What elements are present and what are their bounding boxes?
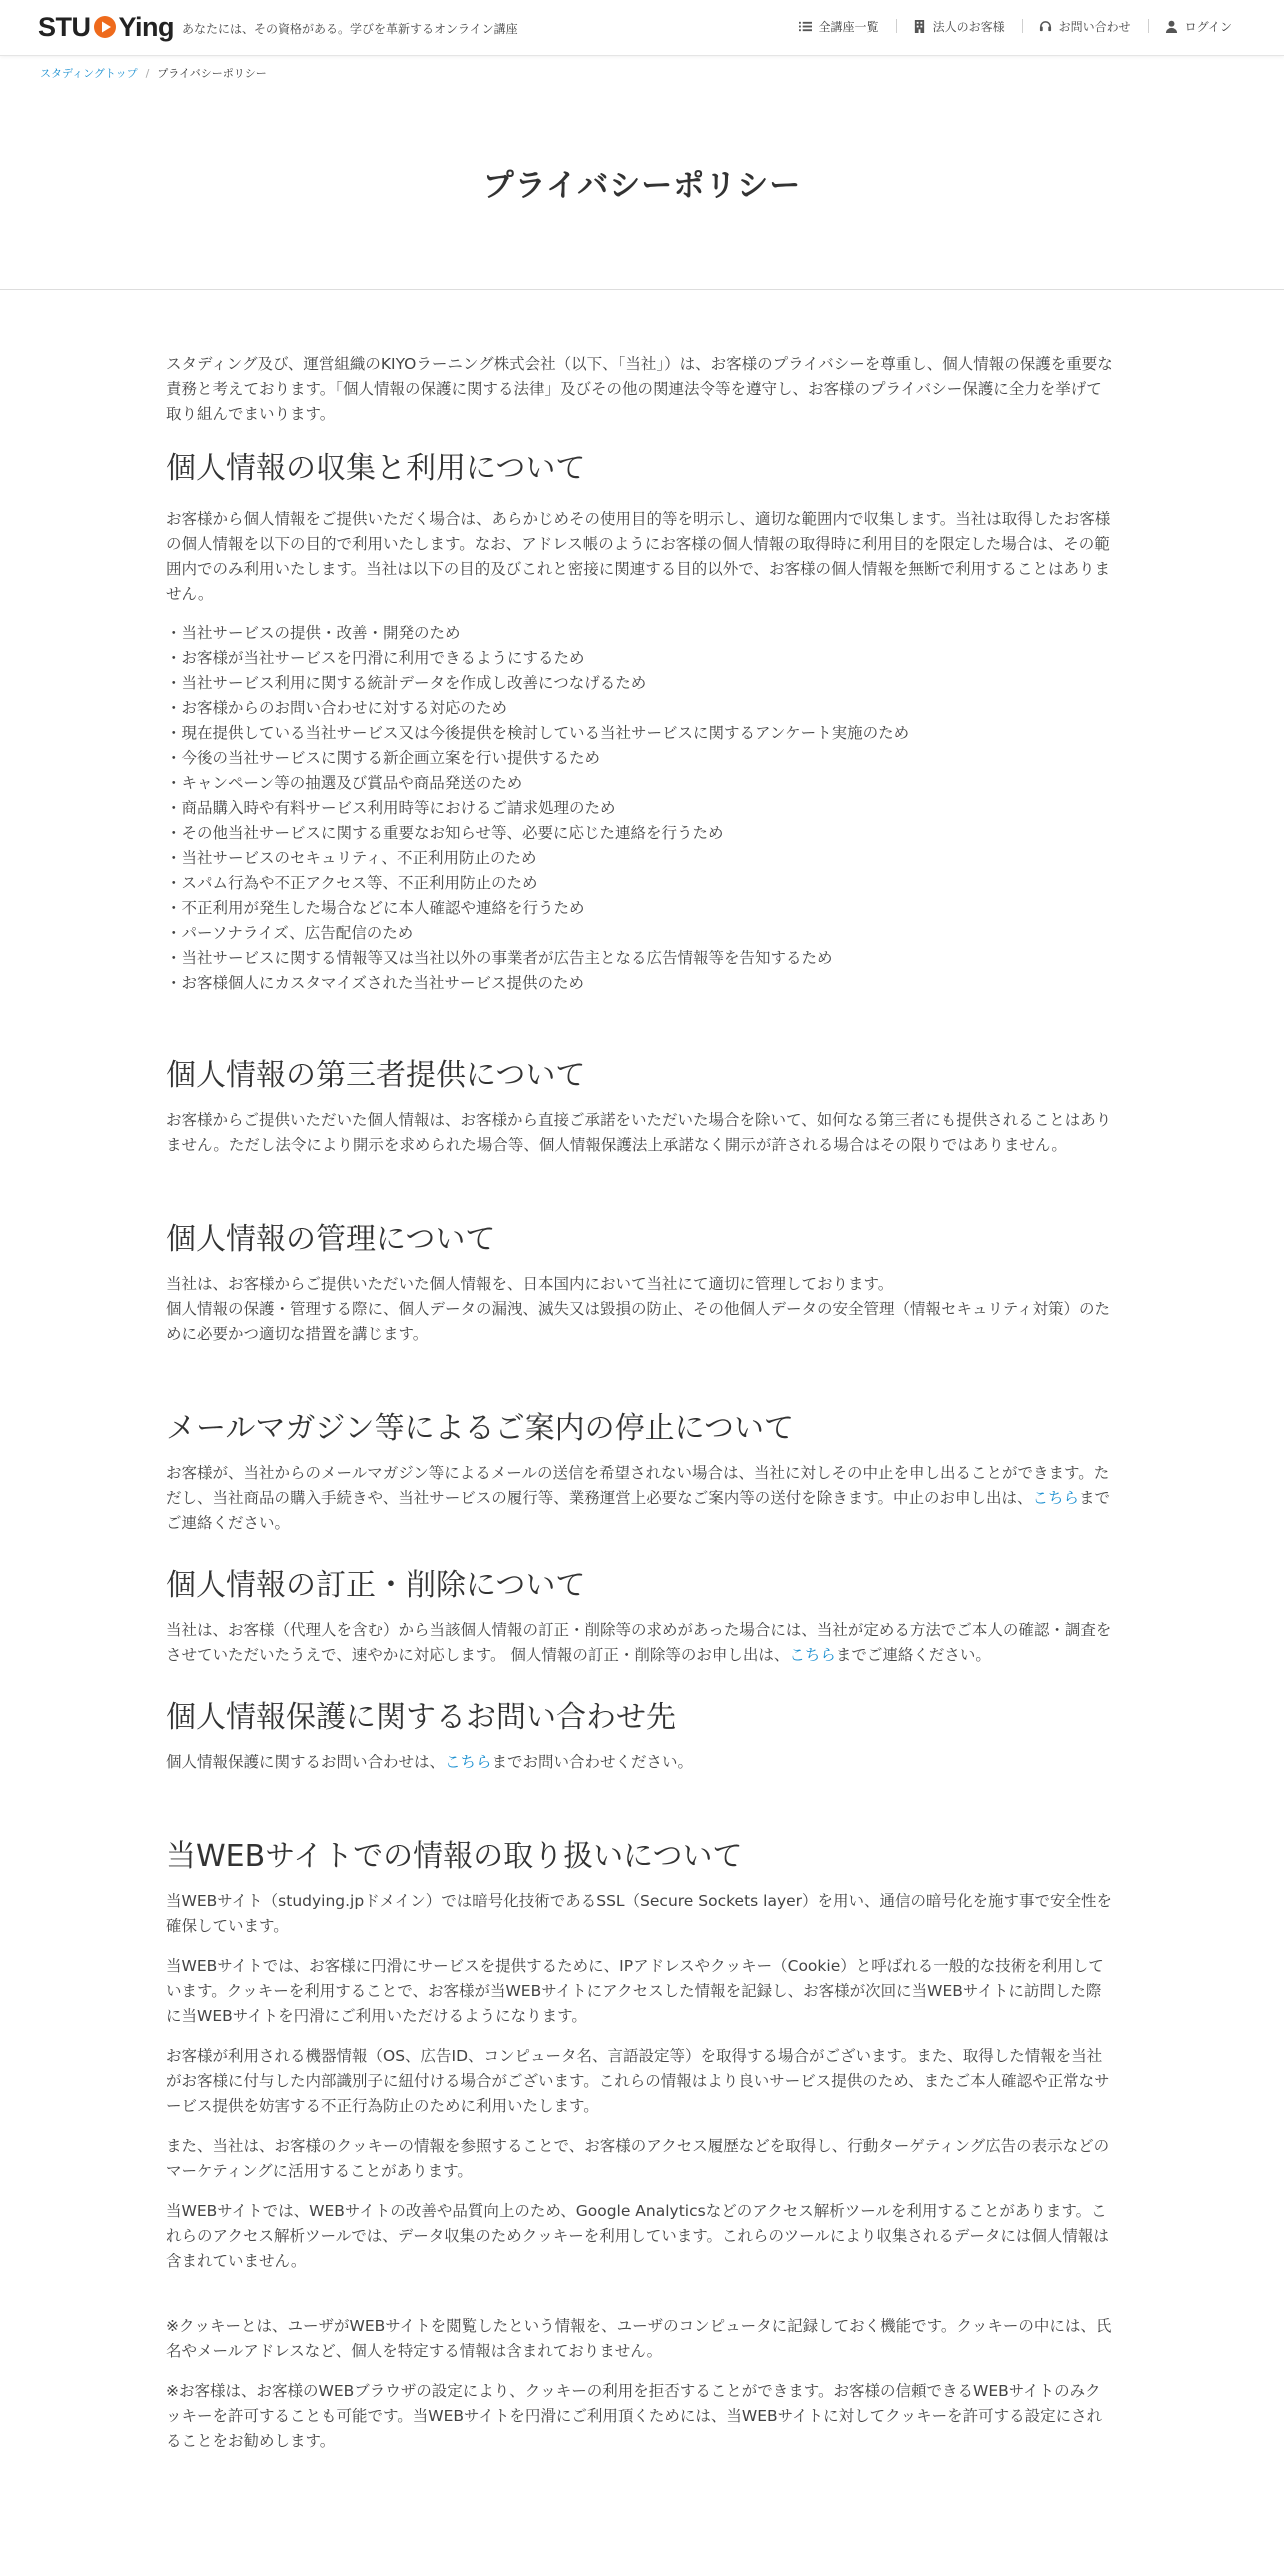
logo-text-end: Ying [118, 11, 174, 42]
nav-contact[interactable] [1022, 18, 1148, 35]
studying-logo[interactable] [38, 11, 174, 43]
cookie-settings-note: ※お客様は、お客様のWEBブラウザの設定により、クッキーの利用を拒否することができます。お客様の信頼できるWEBサイトのみクッキーを許可することも可能です。当WEBサイトを円滑にご利用頂くためには、当WEBサイトに対してクッキーを許可する設定にされることをお勧めします。 [166, 2382, 1103, 2450]
header-nav [782, 18, 1232, 35]
management-body-2: 個人情報の保護・管理する際に、個人データの漏洩、滅失又は毀損の防止、その他個人データの安全管理（情報セキュリティ対策）のために必要かつ適切な措置を講じます。 [166, 1300, 1110, 1343]
list-item: ・ 当社サービス利用に関する統計データを作成し改善につなげるため [166, 671, 1116, 696]
logo-text-start: STU [38, 11, 91, 42]
cookie-definition-note: ※クッキーとは、ユーザがWEBサイトを閲覧したという情報を、ユーザのコンピュータに記録しておく機能です。クッキーの中には、氏名やメールアドレスなど、個人を特定する情報は含まれておりません。 [166, 2317, 1112, 2360]
section-heading-website: 当WEBサイトでの情報の取り扱いについて [166, 1839, 743, 1874]
correction-body [166, 1618, 1116, 1668]
list-item: ・ 現在提供している当社サービス又は今後提供を検討している当社サービスに関するアンケート実施のため [166, 721, 1116, 746]
list-item: ・ スパム行為や不正アクセス等、不正利用防止のため [166, 871, 1116, 896]
nav-corporate-label: 法人のお客様 [932, 20, 1005, 34]
breadcrumb-home[interactable]: スタディングトップ [40, 67, 138, 80]
contact-text-after: までお問い合わせください。 [491, 1753, 694, 1771]
contact-text: 個人情報保護に関するお問い合わせは、 [166, 1753, 446, 1771]
privacy-contact-link[interactable]: こちら [445, 1753, 492, 1771]
section-heading-contact: 個人情報保護に関するお問い合わせ先 [166, 1700, 676, 1735]
section-heading-collection: 個人情報の収集と利用について [166, 451, 586, 486]
intro-text: スタディング及び、運営組織のKIYOラーニング株式会社（以下、「当社」）は、お客様のプライバシーを尊重し、個人情報の保護を重要な責務と考えております。「個人情報の保護に関する法律」及びその他の関連法令等を遵守し、お客様のプライバシー保護に全力を挙げて取り組んでまいります。 [166, 355, 1113, 423]
section-heading-mail-stop: メールマガジン等によるご案内の停止について [166, 1411, 795, 1446]
list-item: ・ 今後の当社サービスに関する新企画立案を行い提供するため [166, 746, 1116, 771]
list-item: ・ お客様からのお問い合わせに対する対応のため [166, 696, 1116, 721]
nav-login-label: ログイン [1184, 20, 1232, 34]
title-divider [0, 289, 1284, 290]
nav-all-courses[interactable] [782, 18, 896, 35]
list-icon [799, 20, 819, 33]
correction-contact-link[interactable]: こちら [789, 1646, 836, 1664]
building-icon [913, 20, 933, 33]
list-item: ・ パーソナライズ、広告配信のため [166, 921, 1116, 946]
mail-stop-text: お客様が、当社からのメールマガジン等によるメールの送信を希望されない場合は、当社に対しその中止を申し出ることができます。ただし、当社商品の購入手続きや、当社サービスの履行等、業務運営上必要なご案内等の送付を除きます。中止のお申し出は、 [166, 1464, 1110, 1507]
website-cookie-text: 当WEBサイトでは、お客様に円滑にサービスを提供するために、IPアドレスやクッキー（Cookie）と呼ばれる一般的な技術を利用しています。クッキーを利用することで、お客様が当WEBサイトにアクセスした情報を記録し、お客様が次回に当WEBサイトに訪問した際に当WEBサイトを円滑にご利用いただけるようになります。 [166, 1957, 1104, 2025]
section-heading-correction: 個人情報の訂正・削除について [166, 1568, 586, 1603]
nav-contact-label: お問い合わせ [1058, 20, 1131, 34]
collection-body: お客様から個人情報をご提供いただく場合は、あらかじめその使用目的等を明示し、適切な範囲内で収集します。当社は取得したお客様の個人情報を以下の目的で利用いたします。なお、アドレス帳のようにお客様の個人情報の取得時に利用目的を限定した場合は、その範囲内でのみ利用いたします。当社は以下の目的及びこれと密接に関連する目的以外で、お客様の個人情報を無断で利用することはありません。 [166, 510, 1111, 603]
list-item: ・ 当社サービスの提供・改善・開発のため [166, 621, 1116, 646]
list-item: ・ キャンペーン等の抽選及び賞品や商品発送のため [166, 771, 1116, 796]
management-body-1: 当社は、お客様からご提供いただいた個人情報を、日本国内において当社にて適切に管理しております。 [166, 1275, 894, 1293]
list-item: ・ 当社サービスのセキュリティ、不正利用防止のため [166, 846, 1116, 871]
breadcrumb [40, 65, 267, 81]
play-icon [93, 15, 117, 39]
headset-icon [1039, 20, 1059, 33]
correction-text: 当社は、お客様（代理人を含む）から当該個人情報の訂正・削除等の求めがあった場合には、当社が定める方法でご本人の確認・調査をさせていただいたうえで、速やかに対応します。 個人情報の訂正・削除等のお申し出は、 [166, 1621, 1112, 1664]
nav-all-courses-label: 全講座一覧 [818, 20, 879, 34]
list-item: ・ 当社サービスに関する情報等又は当社以外の事業者が広告主となる広告情報等を告知するため [166, 946, 1116, 971]
mail-stop-body [166, 1461, 1116, 1536]
correction-text-after: までご連絡ください。 [835, 1646, 991, 1664]
section-heading-third-party: 個人情報の第三者提供について [166, 1058, 586, 1093]
website-ssl-text: 当WEBサイト（studying.jpドメイン）では暗号化技術であるSSL（Secure Sockets layer）を用い、通信の暗号化を施す事で安全性を確保しています。 [166, 1892, 1113, 1935]
mail-stop-text-after: までご連絡ください。 [166, 1489, 1110, 1532]
contact-body [166, 1750, 1116, 1775]
list-item: ・ その他当社サービスに関する重要なお知らせ等、必要に応じた連絡を行うため [166, 821, 1116, 846]
page-title: プライバシーポリシー [482, 168, 802, 204]
header-tagline: あなたには、その資格がある。学びを革新するオンライン講座 [182, 22, 518, 36]
site-header [0, 0, 1284, 56]
policy-content [166, 352, 1116, 2454]
nav-corporate[interactable] [896, 18, 1022, 35]
third-party-body: お客様からご提供いただいた個人情報は、お客様から直接ご承諾をいただいた場合を除いて、如何なる第三者にも提供されることはありません。ただし法令により開示を求められた場合等、個人情報保護法上承諾なく開示が許される場合はその限りではありません。 [166, 1111, 1112, 1154]
breadcrumb-separator: / [145, 66, 150, 80]
list-item: ・ 不正利用が発生した場合などに本人確認や連絡を行うため [166, 896, 1116, 921]
list-item: ・ 商品購入時や有料サービス利用時等におけるご請求処理のため [166, 796, 1116, 821]
nav-login[interactable] [1148, 18, 1232, 35]
user-icon [1165, 20, 1185, 33]
website-analytics-text: 当WEBサイトでは、WEBサイトの改善や品質向上のため、Google Analyticsなどのアクセス解析ツールを利用することがあります。これらのアクセス解析ツールでは、データ収集のためクッキーを利用しています。これらのツールにより収集されるデータには個人情報は含まれていません。 [166, 2202, 1109, 2270]
website-device-info-text: お客様が利用される機器情報（OS、広告ID、コンピュータ名、言語設定等）を取得する場合がございます。また、取得した情報を当社がお客様に付与した内部識別子に紐付ける場合がございます。これらの情報はより良いサービス提供のため、またご本人確認や正常なサービス提供を妨害する不正行為防止のために利用いたします。 [166, 2047, 1110, 2115]
mail-stop-contact-link[interactable]: こちら [1032, 1489, 1079, 1507]
section-heading-management: 個人情報の管理について [166, 1222, 496, 1257]
list-item: ・ お客様が当社サービスを円滑に利用できるようにするため [166, 646, 1116, 671]
list-item: ・ お客様個人にカスタマイズされた当社サービス提供のため [166, 971, 1116, 996]
breadcrumb-current: プライバシーポリシー [157, 67, 267, 80]
website-targeting-text: また、当社は、お客様のクッキーの情報を参照することで、お客様のアクセス履歴などを取得し、行動ターゲティング広告の表示などのマーケティングに活用することがあります。 [166, 2137, 1110, 2180]
purpose-list [166, 621, 1116, 996]
